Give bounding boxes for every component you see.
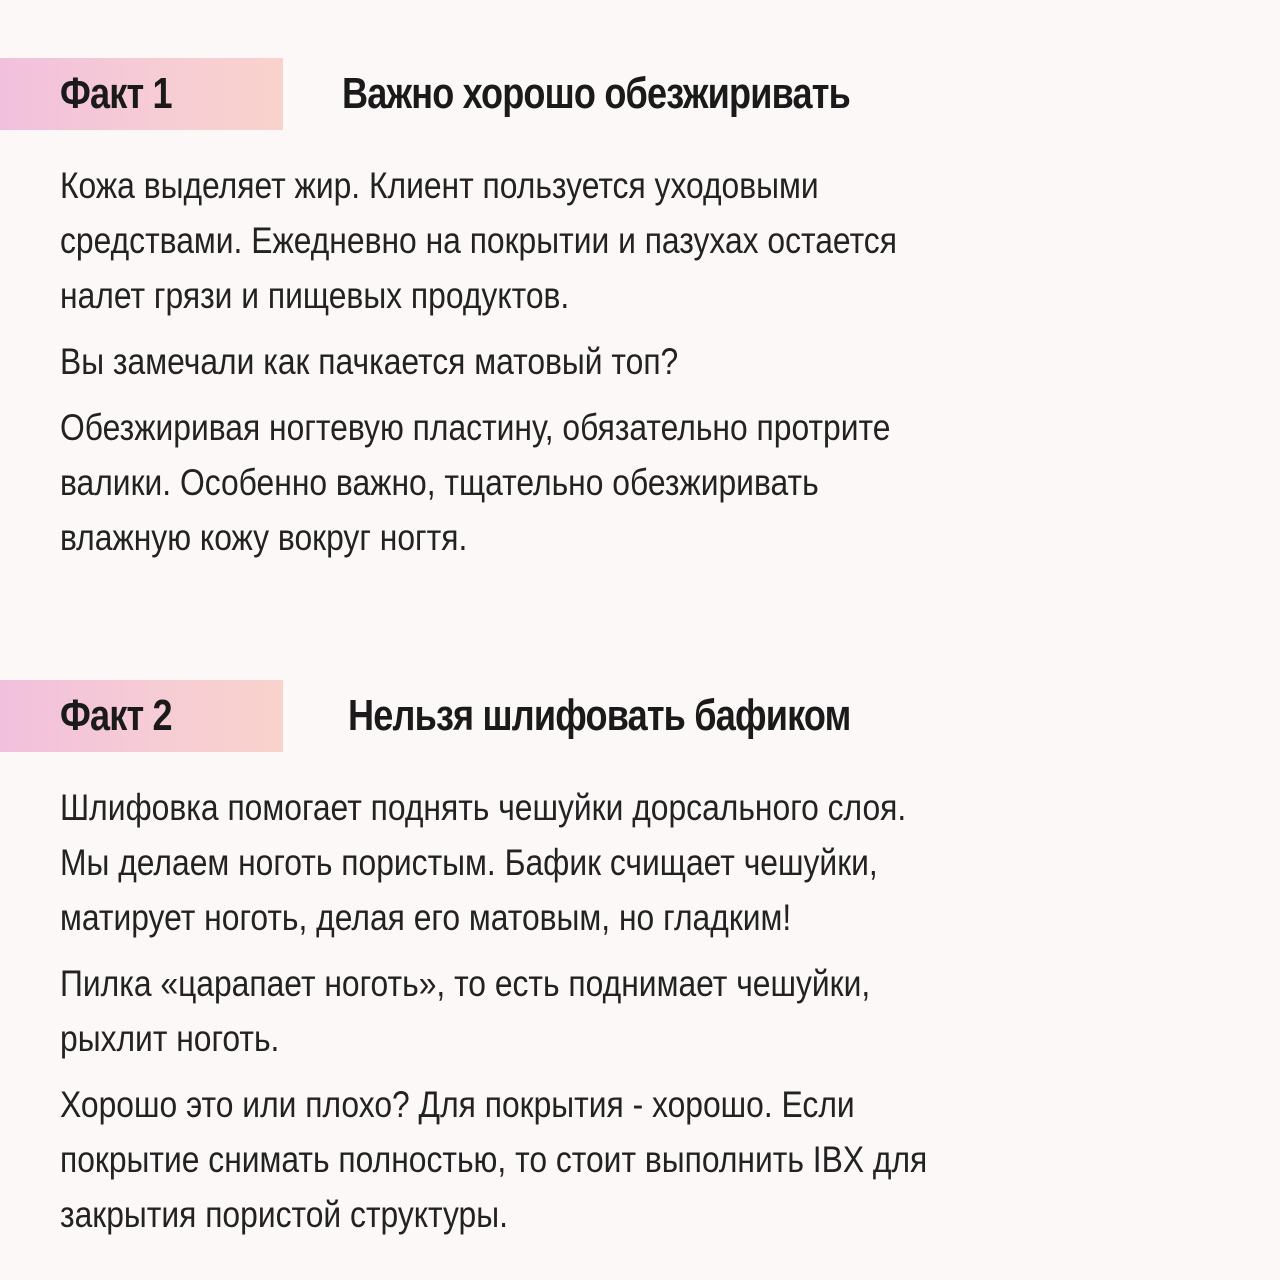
paragraph xyxy=(60,400,1066,565)
fact-section-1 xyxy=(0,58,1280,558)
fact-badge-label: Факт 1 xyxy=(60,69,172,118)
text-line: налет грязи и пищевых продуктов. xyxy=(60,275,570,316)
text-line: средствами. Ежедневно на покрытии и пазухах остается xyxy=(60,220,897,261)
text-line: Кожа выделяет жир. Клиент пользуется уходовыми xyxy=(60,165,819,206)
fact-body xyxy=(60,780,1230,1253)
fact-badge-label: Факт 2 xyxy=(60,691,172,740)
text-line: Вы замечали как пачкается матовый топ? xyxy=(60,341,679,382)
paragraph xyxy=(60,158,1066,323)
text-line: Хорошо это или плохо? Для покрытия - хорошо. Если xyxy=(60,1084,855,1125)
text-line: Мы делаем ноготь пористым. Бафик счищает чешуйки, xyxy=(60,842,878,883)
fact-header xyxy=(0,680,1280,752)
text-line: Обезжиривая ногтевую пластину, обязательно протрите xyxy=(60,407,891,448)
text-line: закрытия пористой структуры. xyxy=(60,1194,508,1235)
text-line: матирует ноготь, делая его матовым, но гладким! xyxy=(60,897,792,938)
fact-badge xyxy=(0,680,283,752)
text-line: Пилка «царапает ноготь», то есть поднимает чешуйки, xyxy=(60,963,871,1004)
text-line: валики. Особенно важно, тщательно обезжиривать xyxy=(60,462,819,503)
fact-title: Важно хорошо обезжиривать xyxy=(342,69,850,118)
paragraph xyxy=(60,780,1066,945)
fact-header xyxy=(0,58,1280,130)
text-line: Шлифовка помогает поднять чешуйки дорсального слоя. xyxy=(60,787,907,828)
paragraph xyxy=(60,1077,1066,1242)
fact-title: Нельзя шлифовать бафиком xyxy=(348,691,851,740)
paragraph xyxy=(60,956,1066,1066)
text-line: рыхлит ноготь. xyxy=(60,1018,280,1059)
text-line: покрытие снимать полностью, то стоит выполнить IBX для xyxy=(60,1139,928,1180)
fact-badge xyxy=(0,58,283,130)
text-line: влажную кожу вокруг ногтя. xyxy=(60,517,468,558)
fact-body xyxy=(60,158,1230,576)
paragraph xyxy=(60,334,1066,389)
fact-section-2 xyxy=(0,680,1280,1235)
